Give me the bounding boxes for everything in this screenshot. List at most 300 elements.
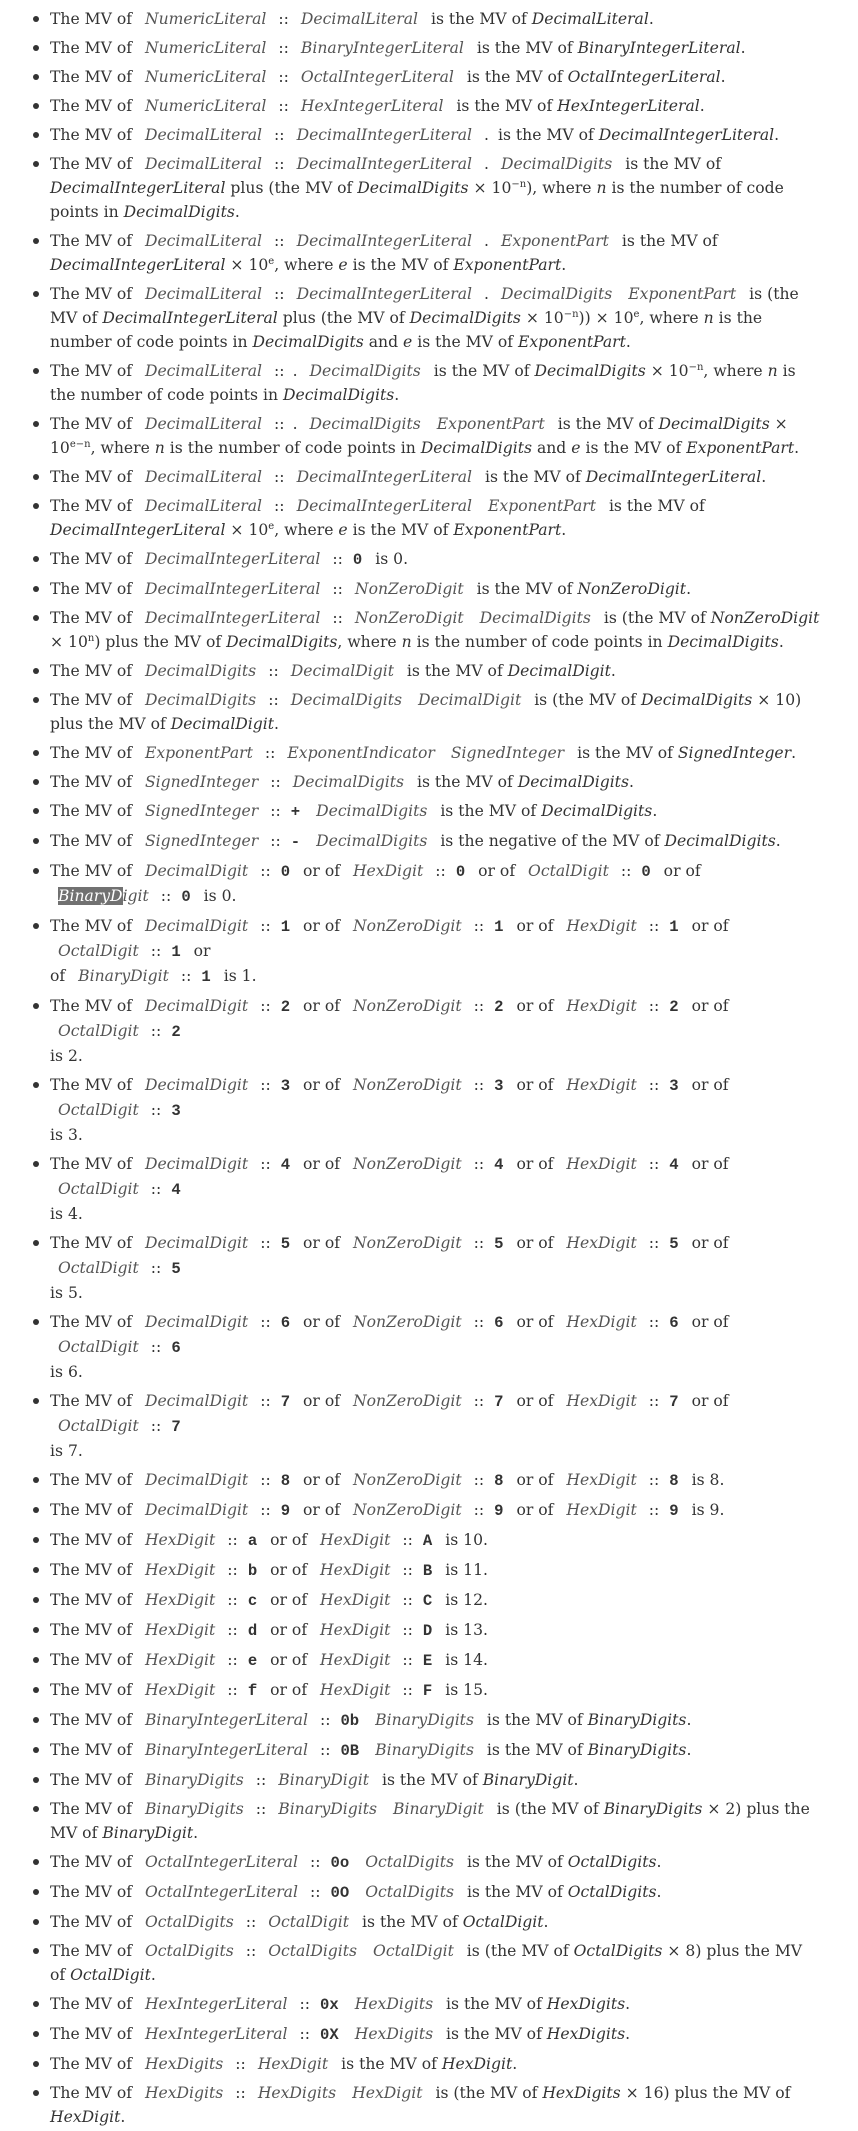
text-run: is (the MV of	[461, 1941, 574, 1960]
nonterminal: NonZeroDigit	[352, 1391, 462, 1410]
text-run: The MV of	[50, 1391, 137, 1410]
text-run: ) plus the MV of	[94, 632, 227, 651]
text-run: .	[686, 579, 692, 598]
text-run: or of	[686, 1075, 729, 1094]
exponent: n	[87, 632, 95, 644]
nonterminal: BinaryIntegerLiteral	[144, 1740, 308, 1759]
terminal-symbol: 4	[171, 1180, 181, 1199]
text-run: × 10) plus the MV of	[50, 690, 802, 733]
terminal-symbol: 5	[171, 1259, 181, 1278]
terminal-symbol: E	[422, 1651, 433, 1670]
grammar-operator: ::	[319, 1740, 331, 1759]
grammar-operator: ::	[260, 1391, 271, 1410]
grammar-operator: ::	[473, 1500, 485, 1519]
text-run: is the MV of	[435, 801, 542, 820]
nonterminal: DecimalDigit	[144, 1075, 249, 1094]
list-item	[50, 1735, 822, 1765]
list-item	[50, 1149, 822, 1228]
text-run: The MV of	[50, 1470, 137, 1489]
exponent: e−n	[69, 438, 91, 450]
grammar-operator: ::	[402, 1650, 413, 1669]
grammar-operator: ::	[150, 1179, 162, 1198]
text-run: is the MV of	[377, 1770, 483, 1789]
exponent: −n	[563, 308, 579, 320]
terminal-symbol: 9	[494, 1501, 504, 1520]
text-run: × 10	[50, 632, 88, 651]
list-item	[50, 1989, 822, 2019]
grammar-operator: ::	[309, 1882, 321, 1901]
terminal-symbol: 0O	[330, 1883, 350, 1902]
italic-ref: DecimalDigits	[534, 361, 646, 380]
nonterminal: DecimalDigits	[501, 284, 613, 303]
nonterminal: OctalDigit	[58, 1416, 139, 1435]
grammar-operator: ::	[473, 916, 485, 935]
italic-ref: DecimalDigit	[507, 661, 611, 680]
exponent: e	[633, 308, 640, 320]
terminal-symbol: 1	[669, 917, 679, 936]
text-run: .	[394, 385, 400, 404]
text-run: or of	[511, 1075, 559, 1094]
text-run: is the MV of	[471, 579, 578, 598]
terminal-symbol: 9	[669, 1501, 679, 1520]
grammar-operator: ::	[235, 2083, 246, 2102]
italic-ref: OctalDigit	[70, 1965, 151, 1984]
text-run: The MV of	[50, 916, 137, 935]
italic-ref: DecimalDigits	[123, 202, 235, 221]
nonterminal: OctalDigits	[144, 1941, 234, 1960]
terminal-symbol: F	[422, 1681, 433, 1700]
terminal-symbol: 5	[280, 1234, 291, 1253]
nonterminal: DecimalDigit	[144, 1500, 249, 1519]
text-run: The MV of	[50, 96, 137, 115]
text-run: is the MV of	[441, 1994, 547, 2013]
nonterminal: SignedInteger	[144, 831, 259, 850]
text-run: or	[188, 941, 211, 960]
grammar-operator: ::	[648, 916, 660, 935]
terminal-symbol: 7	[171, 1417, 181, 1436]
text-run: × 10	[468, 178, 512, 197]
text-run: , where	[90, 438, 155, 457]
text-run: is the number of code points in	[50, 178, 784, 221]
text-run: or of	[511, 1470, 559, 1489]
text-run: × 10	[645, 361, 689, 380]
list-item	[50, 120, 822, 149]
nonterminal: DecimalIntegerLiteral	[296, 496, 473, 515]
text-run: is the MV of	[493, 125, 599, 144]
italic-ref: ExponentPart	[686, 438, 795, 457]
italic-ref: DecimalDigits	[658, 414, 770, 433]
text-run: The MV of	[50, 38, 137, 57]
text-run: is the MV of	[481, 1710, 588, 1729]
nonterminal: SignedInteger	[450, 743, 565, 762]
text-run: is the MV of	[347, 255, 454, 274]
italic-ref: DecimalDigits	[420, 438, 533, 457]
text-run: The MV of	[50, 772, 137, 791]
text-run: or of	[686, 916, 729, 935]
text-run: The MV of	[50, 1994, 137, 2013]
text-run: or of	[511, 1500, 559, 1519]
terminal-symbol: B	[422, 1561, 433, 1580]
grammar-operator: ::	[278, 96, 289, 115]
text-run: or of	[658, 861, 701, 880]
italic-ref: DecimalDigits	[252, 332, 364, 351]
grammar-operator: ::	[227, 1530, 238, 1549]
terminal-symbol: 5	[494, 1234, 504, 1253]
nonterminal: HexDigit	[144, 1590, 216, 1609]
grammar-operator: .	[484, 284, 489, 303]
text-run: is the MV of	[580, 438, 687, 457]
text-run: is 12.	[440, 1590, 488, 1609]
grammar-operator: ::	[245, 1941, 257, 1960]
nonterminal: DecimalDigit	[144, 1391, 249, 1410]
list-item	[50, 2019, 822, 2049]
italic-ref: DecimalDigits	[517, 772, 629, 791]
terminal-symbol: 0	[641, 862, 651, 881]
terminal-symbol: 7	[280, 1392, 291, 1411]
grammar-operator: ::	[473, 1312, 485, 1331]
text-run: The MV of	[50, 2083, 137, 2102]
list-item	[50, 356, 822, 409]
nonterminal: igit	[122, 886, 149, 905]
terminal-symbol: 1	[171, 942, 181, 961]
text-run: The MV of	[50, 361, 137, 380]
text-run: is the number of code points in	[164, 438, 421, 457]
text-run: The MV of	[50, 1710, 137, 1729]
list-item	[50, 1585, 822, 1615]
nonterminal: OctalDigits	[365, 1852, 454, 1871]
terminal-symbol: 0	[280, 862, 291, 881]
grammar-operator: ::	[274, 414, 285, 433]
nonterminal: DecimalDigit	[144, 996, 249, 1015]
terminal-symbol: 2	[494, 997, 504, 1016]
italic-ref: DecimalDigits	[409, 308, 521, 327]
list-item	[50, 491, 822, 544]
list-item	[50, 149, 822, 226]
grammar-operator: ::	[473, 996, 485, 1015]
list-item	[50, 767, 822, 796]
nonterminal: BinaryDigit	[78, 966, 169, 985]
grammar-operator: ::	[473, 1470, 485, 1489]
text-run: .	[234, 202, 240, 221]
nonterminal: DecimalDigits	[144, 690, 257, 709]
list-item	[50, 4, 822, 33]
text-run: or of	[686, 1312, 729, 1331]
italic-ref: HexDigit	[441, 2054, 513, 2073]
nonterminal: DecimalIntegerLiteral	[144, 579, 321, 598]
text-run: is 0.	[370, 549, 409, 568]
nonterminal: DecimalIntegerLiteral	[144, 549, 321, 568]
text-run: , where	[703, 361, 768, 380]
grammar-operator: ::	[648, 1391, 660, 1410]
nonterminal: OctalDigit	[373, 1941, 454, 1960]
nonterminal: DecimalDigits	[144, 661, 257, 680]
text-run: is the MV of	[572, 743, 678, 762]
text-run: or of	[686, 996, 729, 1015]
text-run: .	[625, 1994, 631, 2013]
text-run: .	[720, 67, 726, 86]
text-run: The MV of	[50, 996, 137, 1015]
list-item	[50, 1936, 822, 1989]
grammar-operator: ::	[227, 1650, 238, 1669]
italic-ref: OctalDigits	[573, 1941, 663, 1960]
grammar-operator: ::	[260, 1312, 271, 1331]
terminal-symbol: 7	[669, 1392, 679, 1411]
text-run: plus (the MV of	[225, 178, 358, 197]
text-run: .	[794, 438, 800, 457]
grammar-operator: ::	[274, 361, 285, 380]
grammar-operator: ::	[299, 2024, 311, 2043]
terminal-symbol: d	[247, 1621, 258, 1640]
italic-ref: e	[571, 438, 581, 457]
text-run: × 2) plus the MV of	[50, 1799, 810, 1842]
nonterminal: ExponentIndicator	[287, 743, 435, 762]
text-run: is the MV of	[401, 661, 508, 680]
italic-ref: DecimalDigits	[283, 385, 395, 404]
text-run: .	[628, 772, 634, 791]
italic-ref: DecimalIntegerLiteral	[598, 125, 775, 144]
grammar-operator: ::	[648, 1470, 660, 1489]
grammar-operator: ::	[332, 549, 343, 568]
text-run: or of	[298, 1470, 345, 1489]
grammar-operator: ::	[274, 154, 285, 173]
terminal-symbol: +	[290, 802, 301, 821]
text-run: The MV of	[50, 743, 137, 762]
terminal-symbol: 3	[280, 1076, 291, 1095]
nonterminal: OctalDigit	[528, 861, 609, 880]
text-run: is the MV of	[451, 96, 558, 115]
list-item	[50, 1847, 822, 1877]
grammar-operator: ::	[270, 831, 281, 850]
italic-ref: DecimalIntegerLiteral	[50, 255, 226, 274]
grammar-operator: .	[292, 361, 298, 380]
text-run: or of	[298, 1500, 345, 1519]
terminal-symbol: 8	[669, 1471, 679, 1490]
grammar-operator: ::	[270, 801, 281, 820]
italic-ref: HexDigit	[50, 2107, 121, 2126]
text-run: or of	[686, 1391, 729, 1410]
text-run: .	[774, 125, 780, 144]
terminal-symbol: 0B	[340, 1741, 360, 1760]
nonterminal: HexDigits	[144, 2083, 224, 2102]
text-run: is the negative of the MV of	[435, 831, 665, 850]
text-run: is (the MV of	[50, 284, 799, 327]
text-run: The MV of	[50, 1852, 137, 1871]
italic-ref: DecimalDigits	[357, 178, 469, 197]
text-run: .	[775, 831, 781, 850]
nonterminal: HexDigit	[566, 1470, 637, 1489]
text-run: or of	[298, 1075, 345, 1094]
list-item	[50, 62, 822, 91]
terminal-symbol: 6	[494, 1313, 504, 1332]
list-item	[50, 279, 822, 356]
list-item	[50, 409, 822, 462]
list-item	[50, 1615, 822, 1645]
text-run: The MV of	[50, 608, 137, 627]
list-item	[50, 991, 822, 1070]
nonterminal: NonZeroDigit	[352, 1075, 462, 1094]
text-run: is the MV of	[471, 38, 578, 57]
nonterminal: DecimalDigits	[501, 154, 613, 173]
italic-ref: n	[767, 361, 778, 380]
italic-ref: HexDigits	[542, 2083, 621, 2102]
italic-ref: e	[403, 332, 413, 351]
nonterminal: NonZeroDigit	[354, 608, 464, 627]
grammar-operator: ::	[150, 1416, 162, 1435]
terminal-symbol: 4	[494, 1155, 504, 1174]
grammar-operator: .	[292, 414, 298, 433]
text-run: or of	[298, 1233, 345, 1252]
text-run: The MV of	[50, 1740, 137, 1759]
grammar-operator: ::	[180, 966, 192, 985]
grammar-operator: ::	[402, 1560, 413, 1579]
list-item	[50, 544, 822, 574]
nonterminal: HexIntegerLiteral	[300, 96, 444, 115]
nonterminal: DecimalLiteral	[144, 125, 263, 144]
nonterminal: DecimalDigit	[144, 916, 249, 935]
italic-ref: DecimalIntegerLiteral	[585, 467, 762, 486]
italic-ref: HexDigits	[546, 1994, 626, 2013]
grammar-operator: ::	[160, 886, 172, 905]
text-run: is 6.	[50, 1362, 83, 1381]
text-run: is the MV of	[347, 520, 454, 539]
text-run: or of	[686, 1154, 729, 1173]
nonterminal: HexDigit	[320, 1680, 391, 1699]
terminal-symbol: 0o	[330, 1853, 350, 1872]
list-item	[50, 656, 822, 685]
italic-ref: BinaryDigit	[102, 1823, 194, 1842]
terminal-symbol: e	[247, 1651, 258, 1670]
grammar-operator: ::	[332, 579, 343, 598]
text-run: The MV of	[50, 1912, 137, 1931]
grammar-operator: ::	[235, 2054, 246, 2073]
text-run: .	[740, 38, 746, 57]
text-run: .	[652, 801, 658, 820]
grammar-operator: ::	[620, 861, 632, 880]
grammar-operator: ::	[473, 1233, 485, 1252]
text-run: .	[561, 520, 567, 539]
list-item	[50, 1465, 822, 1495]
text-run: .	[274, 714, 279, 733]
nonterminal: ExponentPart	[501, 231, 609, 250]
italic-ref: BinaryDigits	[603, 1799, 703, 1818]
text-run: , where	[274, 255, 339, 274]
nonterminal: OctalDigit	[58, 1258, 139, 1277]
list-item	[50, 911, 822, 991]
list-item	[50, 1907, 822, 1936]
text-run: is the MV of	[412, 772, 518, 791]
nonterminal: HexDigit	[144, 1560, 216, 1579]
terminal-symbol: 6	[669, 1313, 679, 1332]
text-run: or of	[511, 1391, 559, 1410]
text-run: The MV of	[50, 1882, 137, 1901]
terminal-symbol: -	[290, 832, 301, 851]
nonterminal: BinaryDigits	[375, 1740, 474, 1759]
list-item	[50, 1495, 822, 1525]
text-run: The MV of	[50, 1941, 137, 1960]
text-run: is the number of code points in	[411, 632, 668, 651]
grammar-operator: ::	[227, 1560, 238, 1579]
nonterminal: BinaryIntegerLiteral	[300, 38, 464, 57]
nonterminal: OctalDigits	[268, 1941, 358, 1960]
text-run: is the MV of	[336, 2054, 442, 2073]
list-item	[50, 1645, 822, 1675]
text-run: The MV of	[50, 1530, 137, 1549]
nonterminal: OctalIntegerLiteral	[144, 1882, 298, 1901]
list-item	[50, 1555, 822, 1585]
list-item	[50, 1705, 822, 1735]
grammar-operator: .	[484, 125, 489, 144]
nonterminal: OctalIntegerLiteral	[300, 67, 454, 86]
text-run: × 16) plus the MV of	[620, 2083, 791, 2102]
nonterminal: HexDigits	[144, 2054, 224, 2073]
grammar-operator: ::	[278, 38, 289, 57]
nonterminal: DecimalLiteral	[144, 496, 263, 515]
grammar-operator: ::	[435, 861, 446, 880]
text-run: The MV of	[50, 67, 137, 86]
list-item	[50, 603, 822, 656]
nonterminal: DecimalDigit	[144, 1470, 249, 1489]
grammar-operator: ::	[402, 1590, 413, 1609]
text-run: or of	[511, 1312, 559, 1331]
list-item	[50, 2049, 822, 2078]
terminal-symbol: b	[247, 1561, 258, 1580]
nonterminal: ExponentPart	[436, 414, 545, 433]
nonterminal: DecimalDigit	[144, 861, 249, 880]
italic-ref: DecimalLiteral	[531, 9, 649, 28]
text-run: is the MV of	[426, 9, 532, 28]
nonterminal: NonZeroDigit	[354, 579, 464, 598]
text-run: .	[561, 255, 567, 274]
grammar-operator: ::	[309, 1852, 321, 1871]
exponent: e	[268, 255, 275, 267]
italic-ref: OctalDigit	[462, 1912, 544, 1931]
nonterminal: DecimalDigits	[309, 414, 421, 433]
text-run: is the MV of	[412, 332, 518, 351]
text-run: or of	[265, 1620, 313, 1639]
nonterminal: DecimalLiteral	[144, 154, 263, 173]
italic-ref: DecimalDigits	[541, 801, 653, 820]
nonterminal: BinaryIntegerLiteral	[144, 1710, 308, 1729]
list-item	[50, 574, 822, 603]
grammar-operator: ::	[227, 1590, 238, 1609]
grammar-operator: ::	[648, 1500, 660, 1519]
text-run: is 8.	[686, 1470, 725, 1489]
text-run: × 10	[50, 414, 788, 457]
text-run: or of	[298, 996, 345, 1015]
grammar-operator: ::	[150, 1337, 162, 1356]
text-run: The MV of	[50, 1500, 137, 1519]
text-run: is 10.	[440, 1530, 488, 1549]
grammar-operator: ::	[332, 608, 343, 627]
italic-ref: HexIntegerLiteral	[557, 96, 700, 115]
terminal-symbol: 7	[494, 1392, 504, 1411]
grammar-operator: ::	[274, 284, 285, 303]
list-item	[50, 462, 822, 491]
text-run: × 10	[225, 520, 269, 539]
grammar-operator: ::	[274, 231, 285, 250]
exponent: −n	[688, 361, 704, 373]
nonterminal: BinaryDigits	[144, 1799, 244, 1818]
terminal-symbol: C	[422, 1591, 433, 1610]
text-run: × 8) plus the MV of	[50, 1941, 803, 1984]
text-run: The MV of	[50, 154, 137, 173]
nonterminal: HexDigit	[566, 996, 637, 1015]
terminal-symbol: 0	[352, 550, 363, 569]
italic-ref: ExponentPart	[453, 520, 562, 539]
terminal-symbol: 0b	[340, 1711, 360, 1730]
nonterminal: BinaryDigits	[144, 1770, 244, 1789]
grammar-operator: ::	[402, 1620, 413, 1639]
